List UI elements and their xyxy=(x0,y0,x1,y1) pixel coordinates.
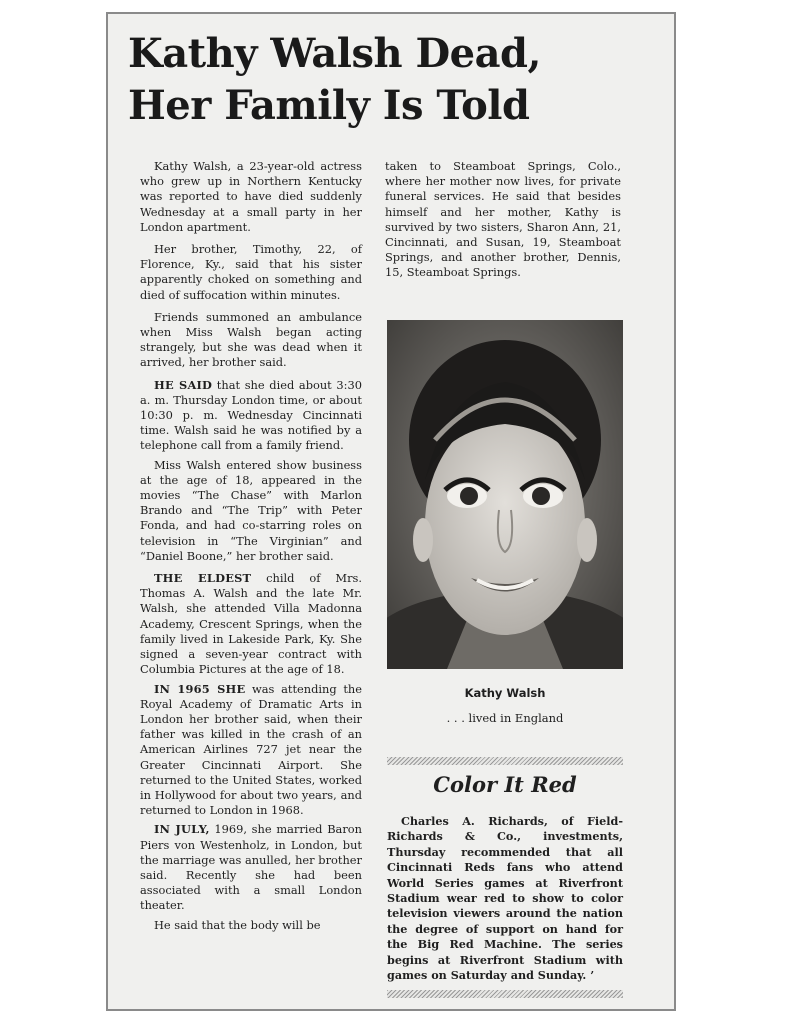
headline-line-1: Kathy Walsh Dead, xyxy=(128,30,541,77)
paragraph-9: He said that the body will be xyxy=(154,917,321,932)
article-right-column xyxy=(385,159,621,281)
headline xyxy=(128,28,668,132)
sidebar-bottom-rule xyxy=(387,990,623,998)
paragraph-7: IN 1965 SHE was attending the Royal Academy of Dramatic Arts in London her brother said, when their father was killed in the crash of an American Airlines 727 jet near the Greater Cincinnati Airport. She returned to the United States, worked in Hollywood for about two years, and returned to London in 1968. xyxy=(140,681,362,818)
paragraph-1: Kathy Walsh, a 23-year-old actress who grew up in Northern Kentucky was reported to have died suddenly Wednesday at a small party in her London apartment. xyxy=(140,159,362,234)
article-left-column xyxy=(140,159,362,940)
sidebar-top-rule xyxy=(387,757,623,765)
run-in-lead: IN 1965 SHE xyxy=(154,681,246,696)
paragraph-4: HE SAID that she died about 3:30 a. m. Thursday London time, or about 10:30 p. m. Wednesday Cincinnati time. Walsh said he was notified by a telephone call from a family friend. xyxy=(140,377,362,453)
run-in-lead: THE ELDEST xyxy=(154,571,252,586)
newspaper-clipping xyxy=(106,12,676,1011)
sidebar-paragraph: Charles A. Richards, of Field-Richards & Co., investments, Thursday recommended that all Cincinnati Reds fans who attend World Series games at Riverfront Stadium wear red to show to color television viewers around the nation the degree of support on hand for the Big Red Machine. The series begins at Riverfront Stadium with games on Saturday and Sunday. ’ xyxy=(387,814,623,983)
headline-line-2: Her Family Is Told xyxy=(128,82,530,129)
portrait-image xyxy=(387,320,623,669)
portrait-photo xyxy=(387,320,623,669)
paragraph-8: IN JULY, 1969, she married Baron Piers von Westenholz, in London, but the marriage was anulled, her brother said. Recently she had been associated with a small London theater. xyxy=(140,822,362,913)
paragraph-3: Friends summoned an ambulance when Miss Walsh began acting strangely, but she was dead when it arrived, her brother said. xyxy=(140,309,362,370)
paragraph-6: THE ELDEST child of Mrs. Thomas A. Walsh and the late Mr. Walsh, she attended Villa Madonna Academy, Crescent Springs, when the family lived in Lakeside Park, Ky. She signed a seven-year contract with Columbia Pictures at the age of 18. xyxy=(140,571,362,677)
photo-caption-name: Kathy Walsh xyxy=(464,686,546,700)
photo-caption-subtitle: . . . lived in England xyxy=(446,711,564,725)
run-in-lead: IN JULY, xyxy=(154,822,210,837)
sidebar-title: Color It Red xyxy=(433,772,577,797)
continued-paragraph: taken to Steamboat Springs, Colo., where her mother now lives, for private funeral services. He said that besides himself and her mother, Kathy is survived by two sisters, Sharon Ann, 21, Cincinnati, and Susan, 19, Steamboat Springs, and another brother, Dennis, 15, Steamboat Springs. xyxy=(385,159,621,280)
paragraph-2: Her brother, Timothy, 22, of Florence, Ky., said that his sister apparently choked on something and died of suffocation within minutes. xyxy=(140,242,362,302)
run-in-lead: HE SAID xyxy=(154,377,213,392)
paragraph-5: Miss Walsh entered show business at the age of 18, appeared in the movies “The Chase” with Marlon Brando and “The Trip” with Peter Fonda, and had co-starring roles on television in “The Virginian” and “Daniel Boone,” her brother said. xyxy=(140,457,362,563)
sidebar-body xyxy=(387,814,623,983)
